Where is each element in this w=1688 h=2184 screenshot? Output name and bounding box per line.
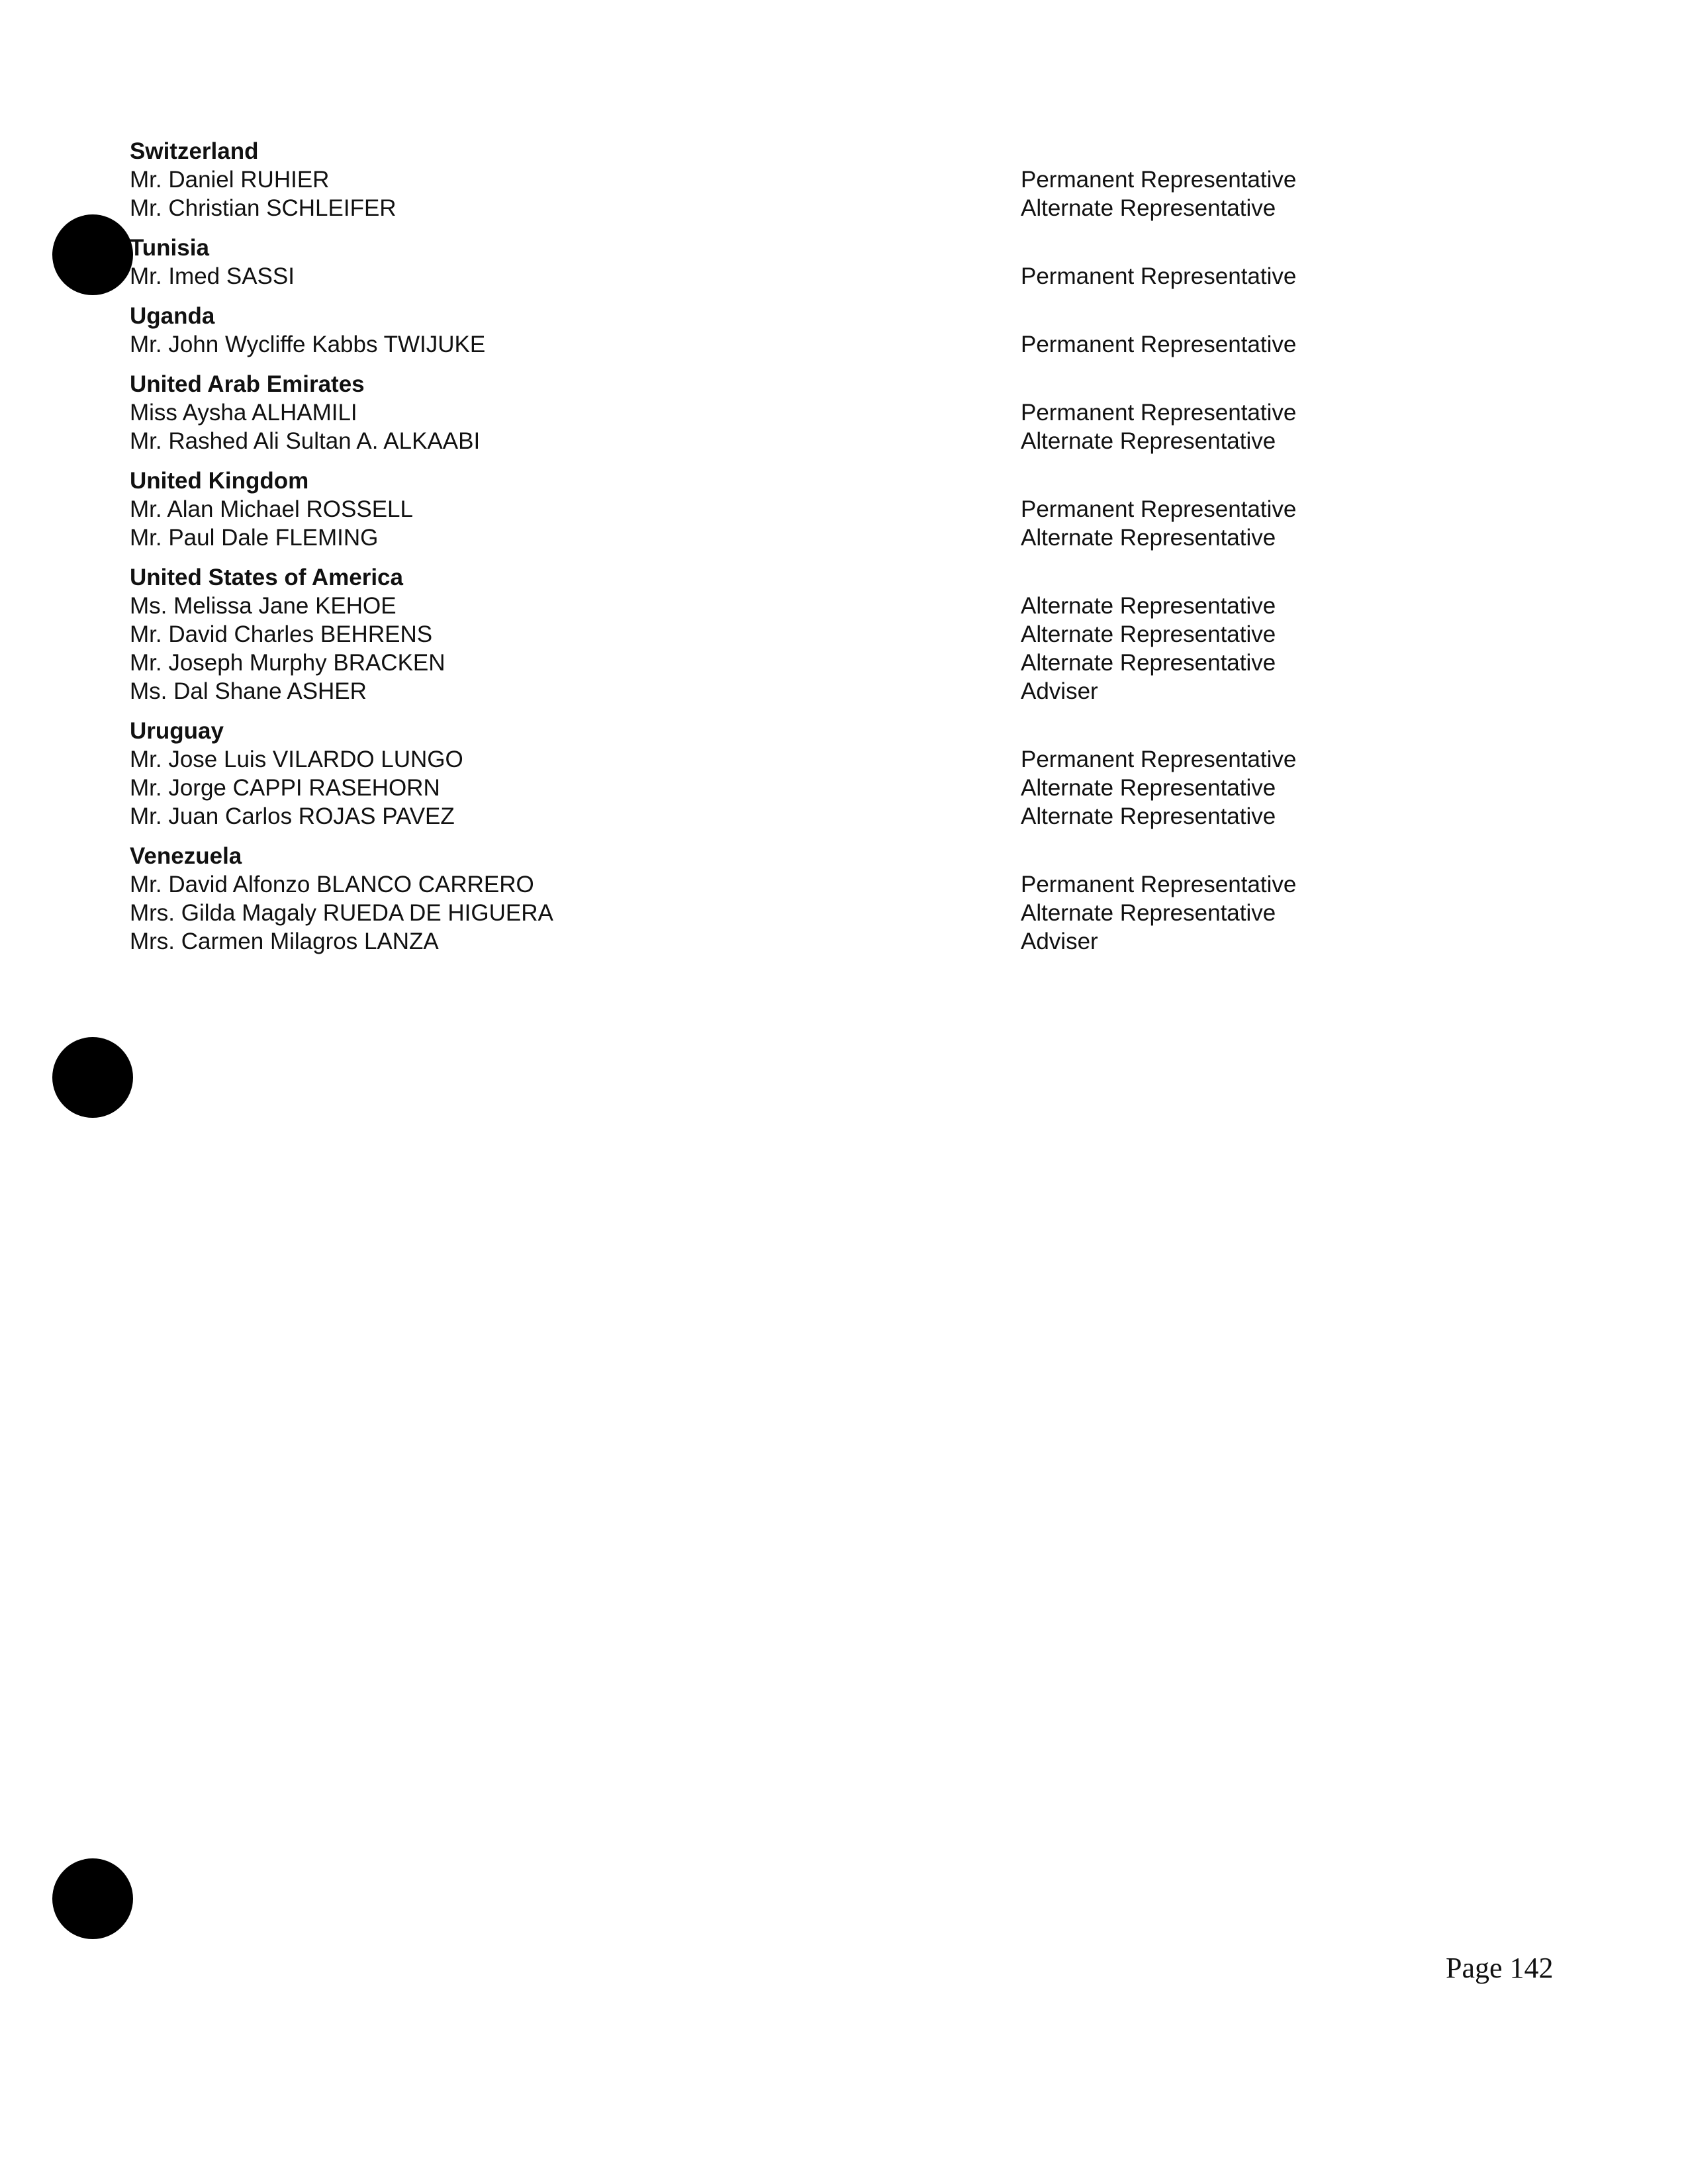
country-block <box>130 564 1586 705</box>
delegate-name: Mr. David Alfonzo BLANCO CARRERO <box>130 872 534 897</box>
country-name: Switzerland <box>130 138 259 164</box>
delegate-row <box>130 262 1586 291</box>
delegate-name: Mr. David Charles BEHRENS <box>130 621 433 647</box>
country-block <box>130 717 1586 831</box>
delegate-role: Permanent Representative <box>1021 167 1297 193</box>
delegate-name: Mr. Joseph Murphy BRACKEN <box>130 650 445 676</box>
country-name: Uruguay <box>130 718 224 744</box>
delegate-row <box>130 427 1586 455</box>
delegate-row <box>130 745 1586 774</box>
delegate-role: Alternate Representative <box>1021 621 1276 647</box>
delegate-role: Permanent Representative <box>1021 332 1297 357</box>
delegate-role: Alternate Representative <box>1021 803 1276 829</box>
delegate-name: Mr. Imed SASSI <box>130 263 295 289</box>
delegate-role: Alternate Representative <box>1021 525 1276 551</box>
delegate-row <box>130 870 1586 899</box>
country-name: Venezuela <box>130 843 242 869</box>
delegate-row <box>130 899 1586 927</box>
delegate-role: Permanent Representative <box>1021 263 1297 289</box>
delegate-row <box>130 677 1586 705</box>
delegate-role: Permanent Representative <box>1021 747 1297 772</box>
delegate-row <box>130 495 1586 523</box>
country-block <box>130 138 1586 222</box>
delegate-name: Mrs. Carmen Milagros LANZA <box>130 929 439 954</box>
delegate-name: Mrs. Gilda Magaly RUEDA DE HIGUERA <box>130 900 553 926</box>
delegate-row <box>130 165 1586 194</box>
delegate-role: Alternate Representative <box>1021 650 1276 676</box>
delegate-name: Mr. Juan Carlos ROJAS PAVEZ <box>130 803 455 829</box>
country-name: Uganda <box>130 303 215 329</box>
delegate-name: Mr. Daniel RUHIER <box>130 167 330 193</box>
delegate-role: Adviser <box>1021 678 1098 704</box>
delegate-name: Mr. Jose Luis VILARDO LUNGO <box>130 747 463 772</box>
delegate-role: Alternate Representative <box>1021 775 1276 801</box>
country-name: Tunisia <box>130 235 209 261</box>
punch-hole-middle <box>52 1037 133 1118</box>
delegate-row <box>130 523 1586 552</box>
delegate-role: Permanent Representative <box>1021 872 1297 897</box>
punch-hole-top <box>52 214 133 295</box>
country-block <box>130 467 1586 552</box>
country-block <box>130 302 1586 359</box>
delegate-name: Mr. Christian SCHLEIFER <box>130 195 397 221</box>
delegate-name: Ms. Dal Shane ASHER <box>130 678 367 704</box>
page-number: Page 142 <box>1446 1952 1554 1984</box>
country-name: United Arab Emirates <box>130 371 365 397</box>
delegate-name: Miss Aysha ALHAMILI <box>130 400 357 426</box>
delegate-role: Alternate Representative <box>1021 195 1276 221</box>
delegate-row <box>130 620 1586 649</box>
delegate-name: Mr. John Wycliffe Kabbs TWIJUKE <box>130 332 486 357</box>
country-block <box>130 234 1586 291</box>
punch-hole-bottom <box>52 1858 133 1939</box>
delegate-role: Alternate Representative <box>1021 900 1276 926</box>
delegate-name: Mr. Jorge CAPPI RASEHORN <box>130 775 440 801</box>
delegate-row <box>130 774 1586 802</box>
delegate-row <box>130 194 1586 222</box>
delegate-row <box>130 802 1586 831</box>
delegate-row <box>130 398 1586 427</box>
delegate-role: Alternate Representative <box>1021 593 1276 619</box>
delegate-name: Ms. Melissa Jane KEHOE <box>130 593 397 619</box>
country-block <box>130 371 1586 455</box>
delegation-list <box>130 138 1586 968</box>
delegate-row <box>130 592 1586 620</box>
country-name: United Kingdom <box>130 468 309 494</box>
delegate-name: Mr. Alan Michael ROSSELL <box>130 496 413 522</box>
delegate-role: Permanent Representative <box>1021 496 1297 522</box>
delegate-row <box>130 649 1586 677</box>
delegate-row <box>130 927 1586 956</box>
delegate-name: Mr. Paul Dale FLEMING <box>130 525 379 551</box>
country-name: United States of America <box>130 565 403 590</box>
delegate-row <box>130 330 1586 359</box>
delegate-role: Adviser <box>1021 929 1098 954</box>
delegate-role: Alternate Representative <box>1021 428 1276 454</box>
delegate-name: Mr. Rashed Ali Sultan A. ALKAABI <box>130 428 481 454</box>
delegate-role: Permanent Representative <box>1021 400 1297 426</box>
country-block <box>130 842 1586 956</box>
